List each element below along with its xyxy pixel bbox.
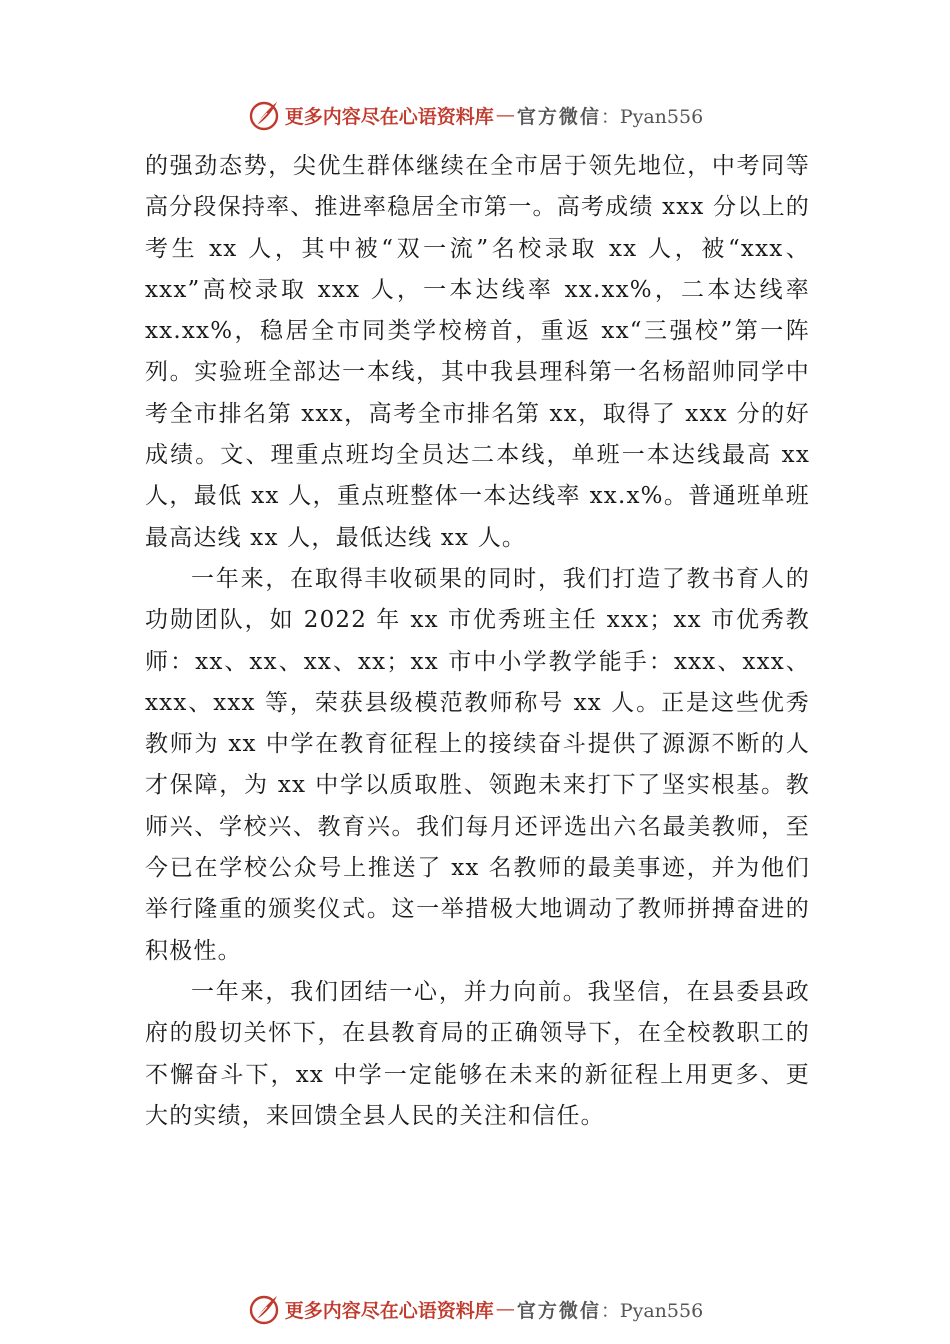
footer-banner xyxy=(0,1289,950,1329)
footer-text: 更多内容尽在心语资料库 xyxy=(284,1299,494,1322)
header-text: 更多内容尽在心语资料库 xyxy=(284,105,494,128)
header-banner xyxy=(0,95,950,135)
footer-official: 官方微信 xyxy=(516,1299,601,1322)
header-official: 官方微信 xyxy=(516,105,601,128)
header-separator: — xyxy=(495,104,515,126)
footer-separator: — xyxy=(495,1298,515,1320)
header-wechat: ：Pyan556 xyxy=(600,105,704,128)
paragraph-1: 的强劲态势，尖优生群体继续在全市居于领先地位，中考同等高分段保持率、推进率稳居全市第一。高考成绩 xxx 分以上的考生 xx 人，其中被“双一流”名校录取 xx 人，被“xxx、xxx”高校录取 xxx 人，一本达线率 xx.xx%，二本达线率 xx.xx%，稳居全市同类学校榜首，重返 xx“三强校”第一阵列。实验班全部达一本线，其中我县理科第一名杨韶帅同学中考全市排名第 xxx，高考全市排名第 xx，取得了 xxx 分的好成绩。文、理重点班均全员达二本线，单班一本达线最高 xx 人，最低 xx 人，重点班整体一本达线率 xx.x%。普通班单班最高达线 xx 人，最低达线 xx 人。 xyxy=(145,153,810,551)
feather-pen-logo-icon xyxy=(247,98,281,132)
document-body xyxy=(145,146,810,1137)
paragraph-3: 一年来，我们团结一心，并力向前。我坚信，在县委县政府的殷切关怀下，在县教育局的正确领导下，在全校教职工的不懈奋斗下，xx 中学一定能够在未来的新征程上用更多、更大的实绩，来回馈全县人民的关注和信任。 xyxy=(145,978,810,1129)
footer-wechat: ：Pyan556 xyxy=(600,1299,704,1322)
paragraph-2: 一年来，在取得丰收硕果的同时，我们打造了教书育人的功勋团队，如 2022 年 xx 市优秀班主任 xxx；xx 市优秀教师：xx、xx、xx、xx；xx 市中小学教学能手：xxx、xxx、xxx、xxx 等，荣获县级模范教师称号 xx 人。正是这些优秀教师为 xx 中学在教育征程上的接续奋斗提供了源源不断的人才保障，为 xx 中学以质取胜、领跑未来打下了坚实根基。教师兴、学校兴、教育兴。我们每月还评选出六名最美教师，至今已在学校公众号上推送了 xx 名教师的最美事迹，并为他们举行隆重的颁奖仪式。这一举措极大地调动了教师拼搏奋进的积极性。 xyxy=(145,565,810,964)
feather-pen-logo-icon xyxy=(247,1292,281,1326)
